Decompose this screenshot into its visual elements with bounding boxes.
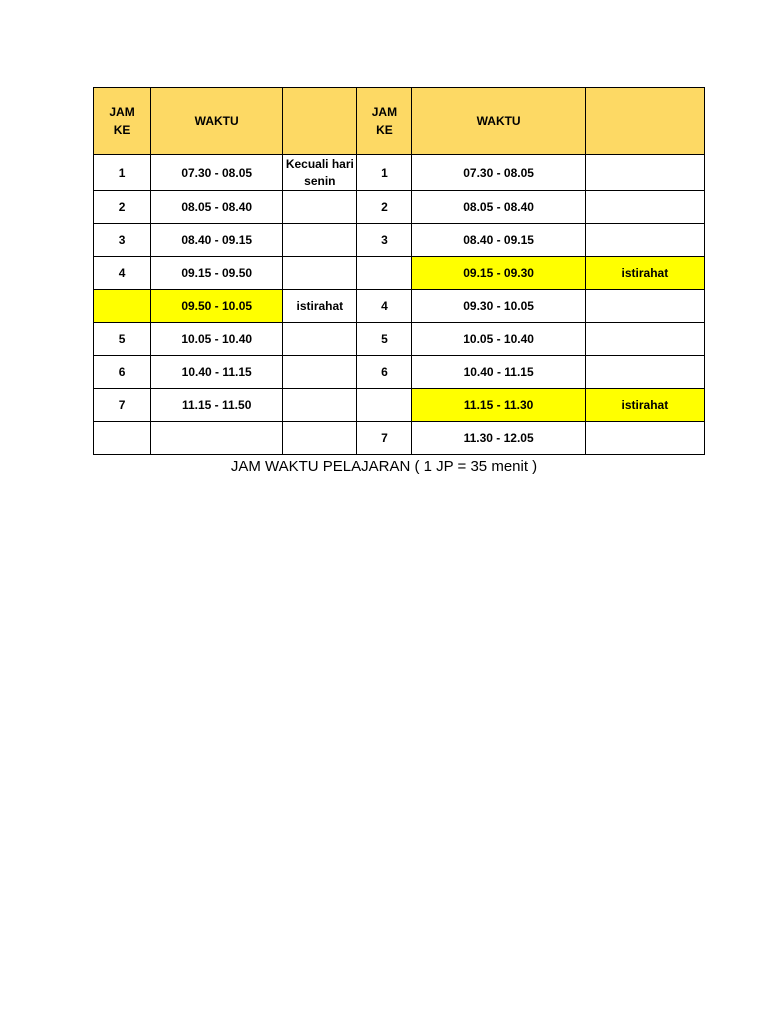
header-waktu-right: WAKTU: [412, 88, 585, 155]
note-right: [585, 323, 704, 356]
waktu-right-break: 11.15 - 11.30: [412, 389, 585, 422]
table-row: [94, 224, 705, 257]
jam-left: 5: [94, 323, 151, 356]
table-row: [94, 257, 705, 290]
note-left: [283, 191, 357, 224]
note-left-break: istirahat: [283, 290, 357, 323]
jam-left: 6: [94, 356, 151, 389]
note-right: [585, 422, 704, 455]
waktu-left-break: 09.50 - 10.05: [151, 290, 283, 323]
jam-right: [357, 257, 412, 290]
note-left: [283, 224, 357, 257]
waktu-right: 11.30 - 12.05: [412, 422, 585, 455]
jam-left: 4: [94, 257, 151, 290]
jam-right: 1: [357, 155, 412, 191]
waktu-right: 07.30 - 08.05: [412, 155, 585, 191]
note-left: [283, 356, 357, 389]
table-caption: JAM WAKTU PELAJARAN ( 1 JP = 35 menit ): [230, 458, 538, 475]
header-note-right: [585, 88, 704, 155]
note-right: [585, 356, 704, 389]
jam-left: 2: [94, 191, 151, 224]
jam-left-break: [94, 290, 151, 323]
waktu-left: 08.05 - 08.40: [151, 191, 283, 224]
note-right-break: istirahat: [585, 389, 704, 422]
table-row: [94, 422, 705, 455]
table-row: [94, 155, 705, 191]
note-left: [283, 422, 357, 455]
waktu-right-break: 09.15 - 09.30: [412, 257, 585, 290]
note-left: [283, 389, 357, 422]
jam-right: 4: [357, 290, 412, 323]
schedule-table: [93, 87, 705, 455]
table-row: [94, 191, 705, 224]
waktu-right: 10.40 - 11.15: [412, 356, 585, 389]
waktu-right: 10.05 - 10.40: [412, 323, 585, 356]
table-row: [94, 323, 705, 356]
waktu-right: 08.40 - 09.15: [412, 224, 585, 257]
waktu-left: [151, 422, 283, 455]
note-left: [283, 323, 357, 356]
note-right: [585, 224, 704, 257]
header-jam-right: JAM KE: [357, 88, 412, 155]
jam-right: 5: [357, 323, 412, 356]
jam-right: 6: [357, 356, 412, 389]
jam-left: 1: [94, 155, 151, 191]
waktu-left: 07.30 - 08.05: [151, 155, 283, 191]
jam-left: 3: [94, 224, 151, 257]
note-left: [283, 257, 357, 290]
header-note-left: [283, 88, 357, 155]
waktu-left: 10.05 - 10.40: [151, 323, 283, 356]
waktu-right: 09.30 - 10.05: [412, 290, 585, 323]
table-row: [94, 290, 705, 323]
jam-right: 3: [357, 224, 412, 257]
note-right: [585, 191, 704, 224]
table-row: [94, 389, 705, 422]
waktu-left: 11.15 - 11.50: [151, 389, 283, 422]
waktu-left: 09.15 - 09.50: [151, 257, 283, 290]
table-row: [94, 356, 705, 389]
note-right: [585, 290, 704, 323]
jam-right: [357, 389, 412, 422]
waktu-right: 08.05 - 08.40: [412, 191, 585, 224]
header-row: [94, 88, 705, 155]
header-waktu-left: WAKTU: [151, 88, 283, 155]
jam-left: [94, 422, 151, 455]
header-jam-left: JAM KE: [94, 88, 151, 155]
note-right: [585, 155, 704, 191]
waktu-left: 08.40 - 09.15: [151, 224, 283, 257]
waktu-left: 10.40 - 11.15: [151, 356, 283, 389]
jam-right: 7: [357, 422, 412, 455]
note-left: Kecuali hari senin: [283, 155, 357, 191]
note-right-break: istirahat: [585, 257, 704, 290]
jam-right: 2: [357, 191, 412, 224]
jam-left: 7: [94, 389, 151, 422]
